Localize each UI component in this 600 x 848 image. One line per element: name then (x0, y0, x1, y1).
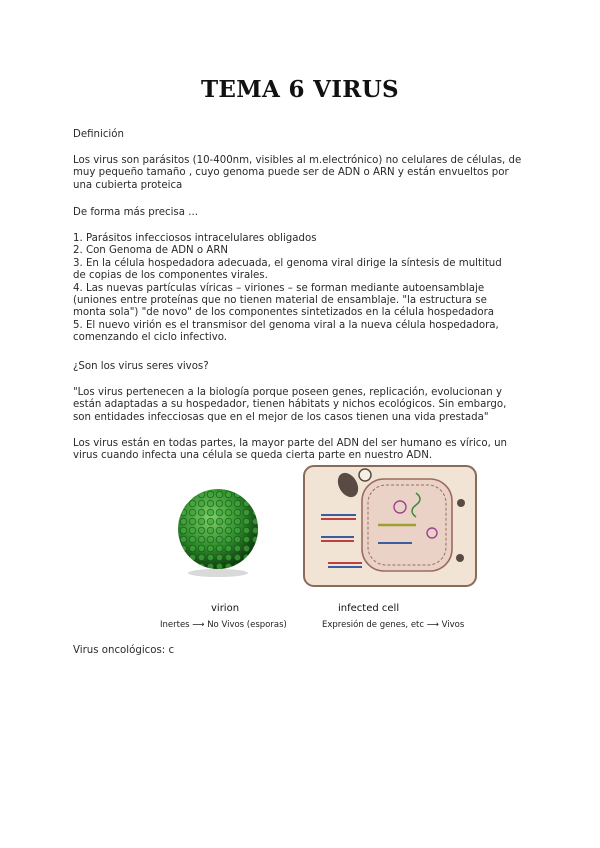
text-line: virus cuando infecta una célula se queda cierta parte en nuestro ADN. (73, 450, 433, 462)
list-line: 3. En la célula hospedadora adecuada, el genoma viral dirige la síntesis de multitud (73, 257, 502, 269)
numbered-list (73, 233, 533, 345)
definicion-heading: Definición (73, 129, 124, 140)
list-line: comenzando el ciclo infectivo. (73, 332, 228, 344)
text-line: son entidades infecciosas que en el mejor de los casos tienen una vida prestada" (73, 411, 489, 423)
list-line: (uniones entre proteínas que no tienen material de ensamblaje. "la estructura se (73, 295, 487, 307)
text-line: Los virus son parásitos (10-400nm, visibles al m.electrónico) no celulares de células, de (73, 155, 522, 166)
precisa-heading: De forma más precisa ... (73, 207, 198, 218)
list-line: de copias de los componentes virales. (73, 270, 268, 282)
text-line: muy pequeño tamaño , cuyo genoma puede ser de ADN o ARN y están envueltos por (73, 167, 509, 179)
list-line: 4. Las nuevas partículas víricas – viriones – se forman mediante autoensamblaje (73, 282, 485, 294)
virion-and-cell-illustration (116, 463, 486, 639)
text-line: están adaptadas a su hospedador, tienen hábitats y nichos ecológicos. Sin embargo, (73, 399, 507, 411)
infected-cell-icon (304, 466, 476, 586)
infected-cell-label: infected cell (338, 603, 400, 614)
quote-paragraph (73, 387, 533, 424)
list-line: 1. Parásitos infecciosos intracelulares obligados (73, 233, 317, 244)
virus-figure (116, 463, 486, 639)
text-line: una cubierta proteica (73, 179, 183, 191)
page-title: TEMA 6 VIRUS (201, 76, 399, 103)
text-line: "Los virus pertenecen a la biología porque poseen genes, replicación, evolucionan y (73, 387, 502, 398)
partes-paragraph (73, 438, 533, 463)
list-line: 5. El nuevo virión es el transmisor del genoma viral a la nueva célula hospedadora, (73, 319, 499, 331)
list-line: monta sola") "de novo" de los componentes sintetizados en la célula hospedadora (73, 307, 494, 319)
virion-caption: Inertes ⟶ No Vivos (esporas) (160, 620, 287, 630)
text-line: Los virus están en todas partes, la mayor parte del ADN del ser humano es vírico, un (73, 438, 507, 449)
list-line: 2. Con Genoma de ADN o ARN (73, 245, 229, 257)
oncologicos-line: Virus oncológicos: c (73, 645, 175, 656)
infected-cell-caption: Expresión de genes, etc ⟶ Vivos (322, 620, 465, 630)
virion-icon (178, 489, 258, 577)
virion-label: virion (211, 603, 240, 614)
question-heading: ¿Son los virus seres vivos? (73, 361, 209, 372)
definicion-paragraph (73, 155, 533, 192)
